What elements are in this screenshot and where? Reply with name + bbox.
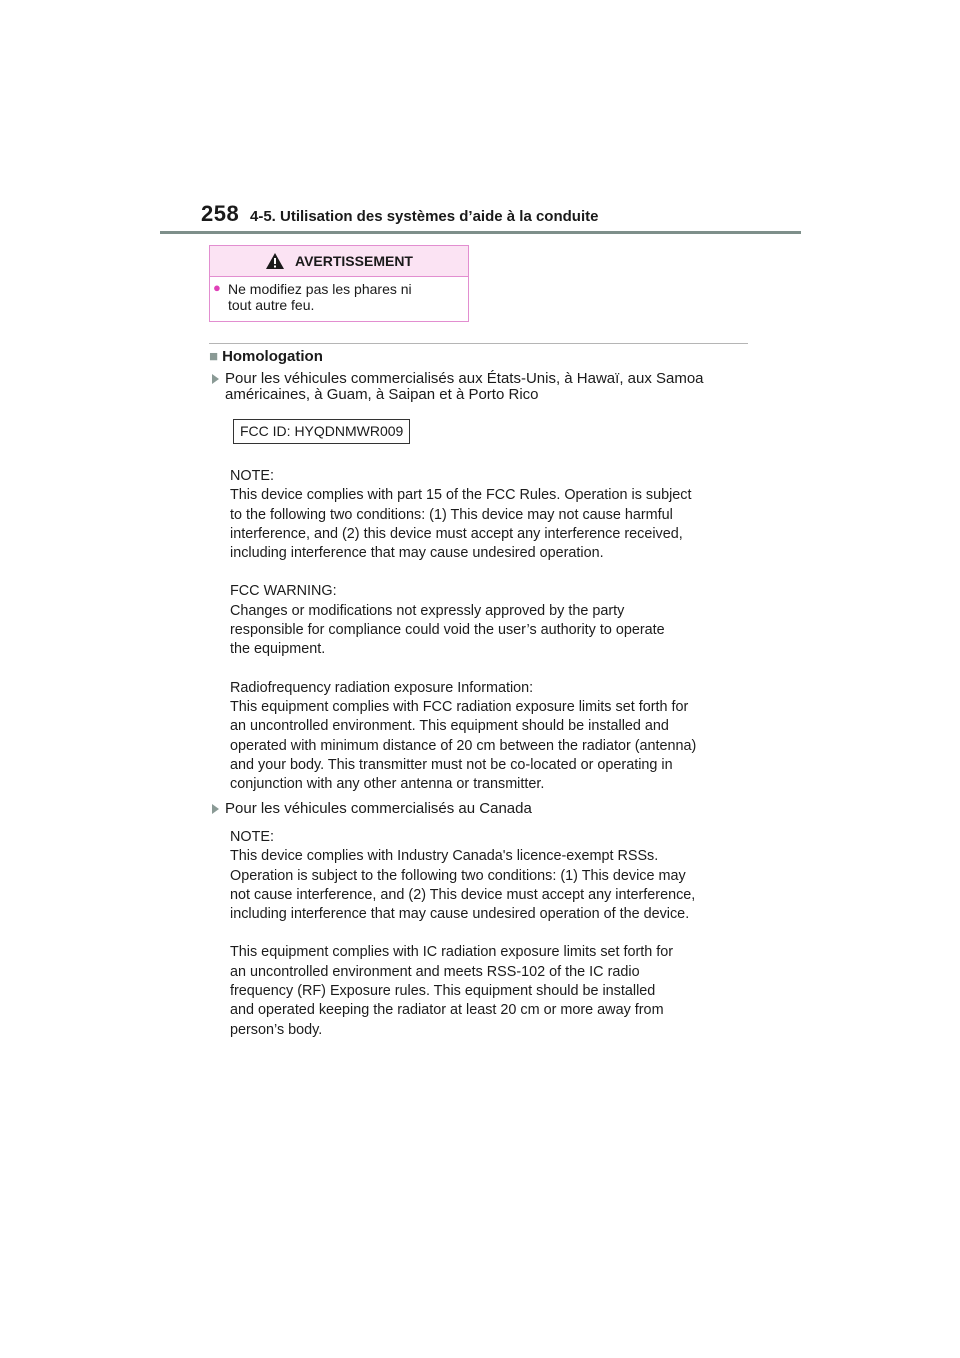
fcc-warning-line: Changes or modifications not expressly approved by the party [230,602,625,619]
fcc-id-box: FCC ID: HYQDNMWR009 [233,419,410,444]
rf-title: Radiofrequency radiation exposure Information: [230,679,534,696]
header-rule [160,231,801,234]
warning-line-2: tout autre feu. [228,297,315,313]
usa-item-text [225,371,704,403]
rf-line: operated with minimum distance of 20 cm between the radiator (antenna) [230,737,697,754]
homologation-heading-text: Homologation [222,348,323,365]
warning-triangle-icon [265,252,285,270]
warning-box [209,245,469,322]
section-divider [209,343,748,344]
square-bullet-icon: ■ [209,348,219,365]
rf-line: an uncontrolled environment. This equipment should be installed and [230,718,669,735]
canada-note-line: This device complies with Industry Canada's licence-exempt RSSs. [230,848,659,865]
fcc-warning-line: responsible for compliance could void the user’s authority to operate [230,622,665,639]
ic-line: This equipment complies with IC radiation exposure limits set forth for [230,944,674,961]
usa-notice [230,467,750,794]
rf-line: This equipment complies with FCC radiation exposure limits set forth for [230,698,689,715]
ic-line: an uncontrolled environment and meets RSS-102 of the IC radio [230,963,640,980]
page-number: 258 [201,201,240,226]
usa-note-line: to the following two conditions: (1) This device may not cause harmful [230,506,673,523]
usa-item-line-2: américaines, à Guam, à Saipan et à Porto Rico [225,386,539,403]
ic-line: person’s body. [230,1021,323,1038]
usa-note-line: This device complies with part 15 of the FCC Rules. Operation is subject [230,487,692,504]
fcc-warning-title: FCC WARNING: [230,583,337,600]
spacer [230,563,750,582]
rf-line: conjunction with any other antenna or transmitter. [230,776,545,793]
warning-title: AVERTISSEMENT [295,253,413,269]
bullet-dot-icon: ● [213,280,221,295]
usa-item [212,371,704,403]
canada-notice [230,828,750,1040]
arrow-bullet-icon [212,374,219,384]
homologation-heading [209,348,323,365]
canada-note-line: Operation is subject to the following two conditions: (1) This device may [230,867,686,884]
arrow-bullet-icon [212,804,219,814]
spacer [230,660,750,679]
usa-note-line: interference, and (2) this device must accept any interference received, [230,525,683,542]
canada-item-text: Pour les véhicules commercialisés au Canada [225,800,532,817]
warning-header [210,246,468,277]
ic-line: and operated keeping the radiator at least 20 cm or more away from [230,1002,664,1019]
usa-note-line: including interference that may cause undesired operation. [230,545,604,562]
canada-note-line: not cause interference, and (2) This device must accept any interference, [230,886,696,903]
section-title: 4-5. Utilisation des systèmes d’aide à la conduite [250,208,599,225]
usa-note-title: NOTE: [230,468,274,484]
rf-line: and your body. This transmitter must not be co-located or operating in [230,756,673,773]
fcc-warning-line: the equipment. [230,641,326,658]
canada-item [212,801,532,818]
warning-line-1: Ne modifiez pas les phares ni [228,281,412,297]
canada-note-line: including interference that may cause undesired operation of the device. [230,906,690,923]
canada-note-title: NOTE: [230,829,274,845]
warning-body [210,277,468,313]
spacer [230,924,750,943]
usa-item-line-1: Pour les véhicules commercialisés aux États-Unis, à Hawaï, aux Samoa [225,370,704,387]
ic-line: frequency (RF) Exposure rules. This equipment should be installed [230,983,656,1000]
